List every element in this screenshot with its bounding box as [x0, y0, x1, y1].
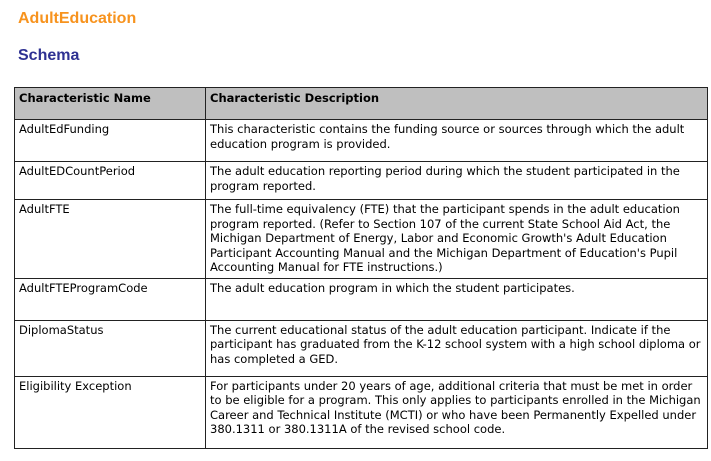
table-row [15, 376, 708, 448]
characteristic-name: AdultEDCountPeriod [15, 162, 206, 200]
characteristic-description: The current educational status of the adult education participant. Indicate if the participant has graduated from the K-12 school system with a high school diploma or has completed a GED. [206, 320, 708, 376]
characteristic-description: This characteristic contains the funding source or sources through which the adult education program is provided. [206, 120, 708, 162]
table-row [15, 320, 708, 376]
characteristic-description: The adult education program in which the student participates. [206, 278, 708, 320]
characteristic-name: AdultFTE [15, 200, 206, 279]
table-header-row [15, 88, 708, 120]
table-row [15, 200, 708, 279]
characteristic-description: For participants under 20 years of age, additional criteria that must be met in order to be eligible for a program. This only applies to participants enrolled in the Michigan Career and Technical Institute (MCTI) or who have been Permanently Expelled under 380.1311 or 380.1311A of the revised school code. [206, 376, 708, 448]
schema-table [14, 87, 708, 449]
characteristic-description: The full-time equivalency (FTE) that the participant spends in the adult education program reported. (Refer to Section 107 of the current State School Aid Act, the Michigan Department of Energy, Labor and Economic Growth's Adult Education Participant Accounting Manual and the Michigan Department of Education's Pupil Accounting Manual for FTE instructions.) [206, 200, 708, 279]
column-header-name: Characteristic Name [15, 88, 206, 120]
column-header-description: Characteristic Description [206, 88, 708, 120]
table-row [15, 162, 708, 200]
page-title: AdultEducation [18, 10, 137, 27]
characteristic-name: DiplomaStatus [15, 320, 206, 376]
section-subtitle: Schema [18, 47, 80, 64]
characteristic-name: Eligibility Exception [15, 376, 206, 448]
characteristic-name: AdultEdFunding [15, 120, 206, 162]
table-row [15, 278, 708, 320]
table-row [15, 120, 708, 162]
characteristic-description: The adult education reporting period during which the student participated in the program reported. [206, 162, 708, 200]
characteristic-name: AdultFTEProgramCode [15, 278, 206, 320]
